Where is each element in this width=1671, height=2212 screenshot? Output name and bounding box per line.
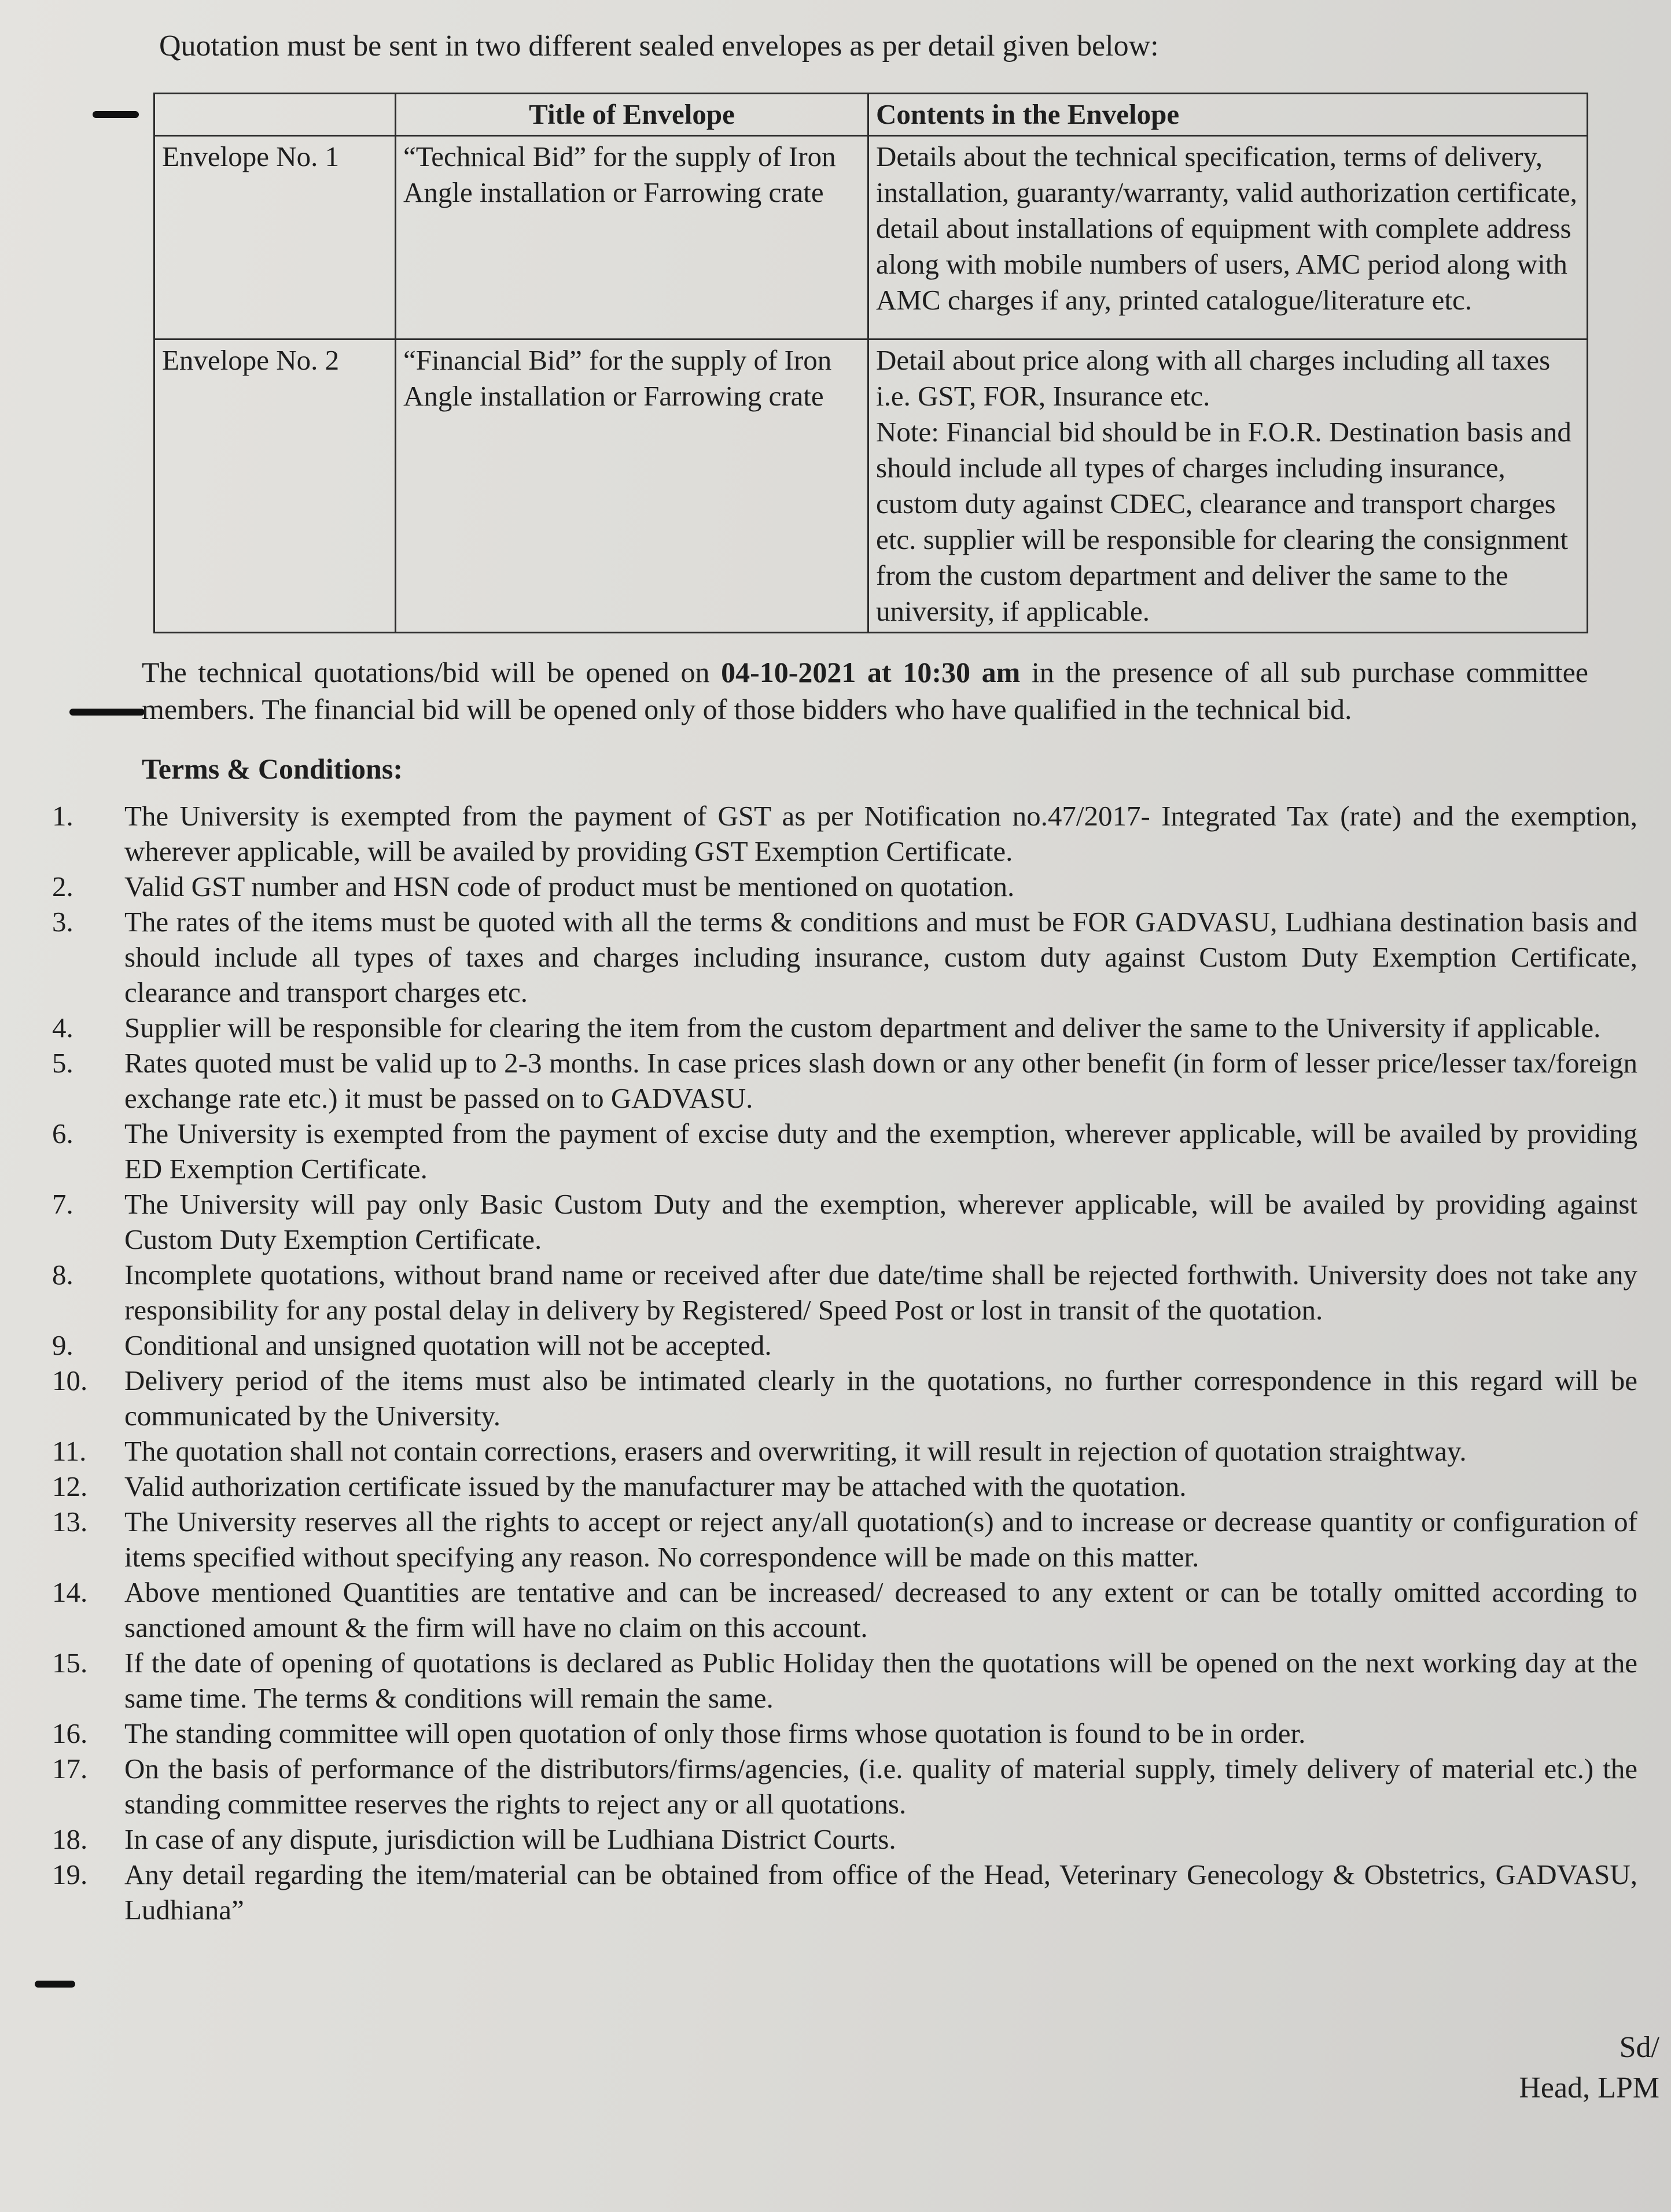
terms-list — [52, 798, 1637, 1927]
term-item — [52, 1504, 1637, 1575]
opening-time: 10:30 am — [903, 656, 1021, 688]
envelope-title: “Technical Bid” for the supply of Iron Angle installation or Farrowing crate — [396, 136, 868, 340]
term-item — [52, 798, 1637, 869]
term-text: The University is exempted from the payment of GST as per Notification no.47/2017- Integrated Tax (rate) and the exemption, wherever applicable, will be availed by providing GST Exemption Certificate. — [124, 800, 1637, 867]
signature-title: Head, LPM — [1519, 2071, 1659, 2104]
term-item — [52, 1433, 1637, 1469]
term-item — [52, 1116, 1637, 1186]
term-text: Rates quoted must be valid up to 2-3 months. In case prices slash down or any other benefit (in form of lesser price/lesser tax/foreign exchange rate etc.) it must be passed on to GADVASU. — [124, 1047, 1637, 1114]
envelope-contents-cell — [868, 340, 1588, 633]
intro-text: Quotation must be sent in two different sealed envelopes as per detail given below: — [159, 30, 1159, 62]
opening-notice — [142, 654, 1588, 728]
term-text: Delivery period of the items must also be intimated clearly in the quotations, no further correspondence in this regard will be communicated by the University. — [124, 1365, 1637, 1432]
term-item — [52, 1045, 1637, 1116]
term-number: 17. — [52, 1753, 88, 1785]
term-number: 2. — [52, 871, 73, 902]
terms-heading: Terms & Conditions: — [142, 753, 403, 785]
term-text: In case of any dispute, jurisdiction will be Ludhiana District Courts. — [124, 1823, 896, 1855]
term-item — [52, 1010, 1637, 1045]
term-text: Above mentioned Quantities are tentative and can be increased/ decreased to any extent or can be totally omitted according to sanctioned amount & the firm will have no claim on this account. — [124, 1576, 1637, 1643]
term-number: 13. — [52, 1506, 88, 1538]
opening-text: The technical quotations/bid will be opened on — [142, 656, 722, 688]
signature-sd: Sd/ — [1619, 2031, 1659, 2064]
table-row — [154, 136, 1588, 340]
envelope-label: Envelope No. 2 — [154, 340, 396, 633]
header-title: Title of Envelope — [396, 94, 868, 136]
envelope-title: “Financial Bid” for the supply of Iron Angle installation or Farrowing crate — [396, 340, 868, 633]
opening-at: at — [856, 656, 903, 688]
pen-marker — [35, 1981, 75, 1988]
term-item — [52, 1257, 1637, 1328]
term-text: Any detail regarding the item/material can be obtained from office of the Head, Veterinary Genecology & Obstetrics, GADVASU, Ludhiana” — [124, 1859, 1637, 1926]
term-number: 14. — [52, 1576, 88, 1608]
term-number: 3. — [52, 906, 73, 938]
term-text: The rates of the items must be quoted with all the terms & conditions and must be FOR GADVASU, Ludhiana destination basis and should include all types of taxes and charges including insurance, custom duty against Custom Duty Exemption Certificate, clearance and transport charges etc. — [124, 906, 1637, 1008]
term-item — [52, 904, 1637, 1010]
envelope-label: Envelope No. 1 — [154, 136, 396, 340]
term-text: The University will pay only Basic Custom Duty and the exemption, wherever applicable, will be availed by providing against Custom Duty Exemption Certificate. — [124, 1188, 1637, 1255]
table-header-row — [154, 94, 1588, 136]
term-item — [52, 1363, 1637, 1433]
pen-marker — [69, 709, 145, 716]
envelope-table — [153, 93, 1588, 633]
term-number: 19. — [52, 1859, 88, 1890]
signature-block — [1519, 2027, 1659, 2108]
envelope-contents: Details about the technical specification, terms of delivery, installation, guaranty/warranty, valid authorization certificate, detail about installations of equipment with complete address along with mobile numbers of users, AMC period along with AMC charges if any, printed catalogue/literature etc. — [868, 136, 1588, 340]
term-number: 6. — [52, 1118, 73, 1149]
term-item — [52, 1822, 1637, 1857]
header-contents: Contents in the Envelope — [868, 94, 1588, 136]
term-number: 15. — [52, 1647, 88, 1679]
term-item — [52, 1645, 1637, 1716]
term-text: Incomplete quotations, without brand name or received after due date/time shall be rejected forthwith. University does not take any responsibility for any postal delay in delivery by Registered/ Speed Post or lost in transit of the quotation. — [124, 1259, 1637, 1326]
term-item — [52, 869, 1637, 904]
term-number: 5. — [52, 1047, 73, 1079]
envelope-contents: Detail about price along with all charges including all taxes i.e. GST, FOR, Insurance etc. — [876, 344, 1551, 412]
term-number: 1. — [52, 800, 73, 832]
term-item — [52, 1186, 1637, 1257]
opening-date: 04-10-2021 — [721, 656, 856, 688]
term-number: 8. — [52, 1259, 73, 1291]
pen-marker — [93, 111, 139, 118]
term-text: The University reserves all the rights to accept or reject any/all quotation(s) and to increase or decrease quantity or configuration of items specified without specifying any reason. No correspondence will be made on this matter. — [124, 1506, 1637, 1573]
term-text: Valid authorization certificate issued by the manufacturer may be attached with the quotation. — [124, 1470, 1187, 1502]
term-number: 16. — [52, 1717, 88, 1749]
term-item — [52, 1751, 1637, 1822]
term-item — [52, 1575, 1637, 1645]
term-text: Valid GST number and HSN code of product must be mentioned on quotation. — [124, 871, 1015, 902]
opening-text: in the presence of all sub purchase committee members. The financial bid will be opened only of those bidders who have qualified in the technical bid. — [142, 656, 1588, 725]
term-text: Supplier will be responsible for clearing the item from the custom department and deliver the same to the University if applicable. — [124, 1012, 1601, 1044]
term-item — [52, 1328, 1637, 1363]
term-item — [52, 1857, 1637, 1927]
term-text: If the date of opening of quotations is declared as Public Holiday then the quotations will be opened on the next working day at the same time. The terms & conditions will remain the same. — [124, 1647, 1637, 1714]
term-number: 11. — [52, 1435, 87, 1467]
term-number: 7. — [52, 1188, 73, 1220]
term-text: The standing committee will open quotation of only those firms whose quotation is found to be in order. — [124, 1717, 1306, 1749]
term-item — [52, 1716, 1637, 1751]
term-number: 4. — [52, 1012, 73, 1044]
term-number: 18. — [52, 1823, 88, 1855]
envelope-note: Note: Financial bid should be in F.O.R. Destination basis and should include all types of charges including insurance, custom duty against CDEC, clearance and transport charges etc. supplier will be responsible for clearing the consignment from the custom department and deliver the same to the university, if applicable. — [876, 416, 1571, 627]
term-number: 12. — [52, 1470, 88, 1502]
term-text: The University is exempted from the payment of excise duty and the exemption, wherever applicable, will be availed by providing ED Exemption Certificate. — [124, 1118, 1637, 1185]
term-text: On the basis of performance of the distributors/firms/agencies, (i.e. quality of material supply, timely delivery of material etc.) the standing committee reserves the rights to reject any or all quotations. — [124, 1753, 1637, 1820]
header-blank — [154, 94, 396, 136]
term-item — [52, 1469, 1637, 1504]
term-number: 9. — [52, 1329, 73, 1361]
term-text: The quotation shall not contain corrections, erasers and overwriting, it will result in rejection of quotation straightway. — [124, 1435, 1467, 1467]
term-text: Conditional and unsigned quotation will not be accepted. — [124, 1329, 772, 1361]
term-number: 10. — [52, 1365, 88, 1396]
table-row — [154, 340, 1588, 633]
